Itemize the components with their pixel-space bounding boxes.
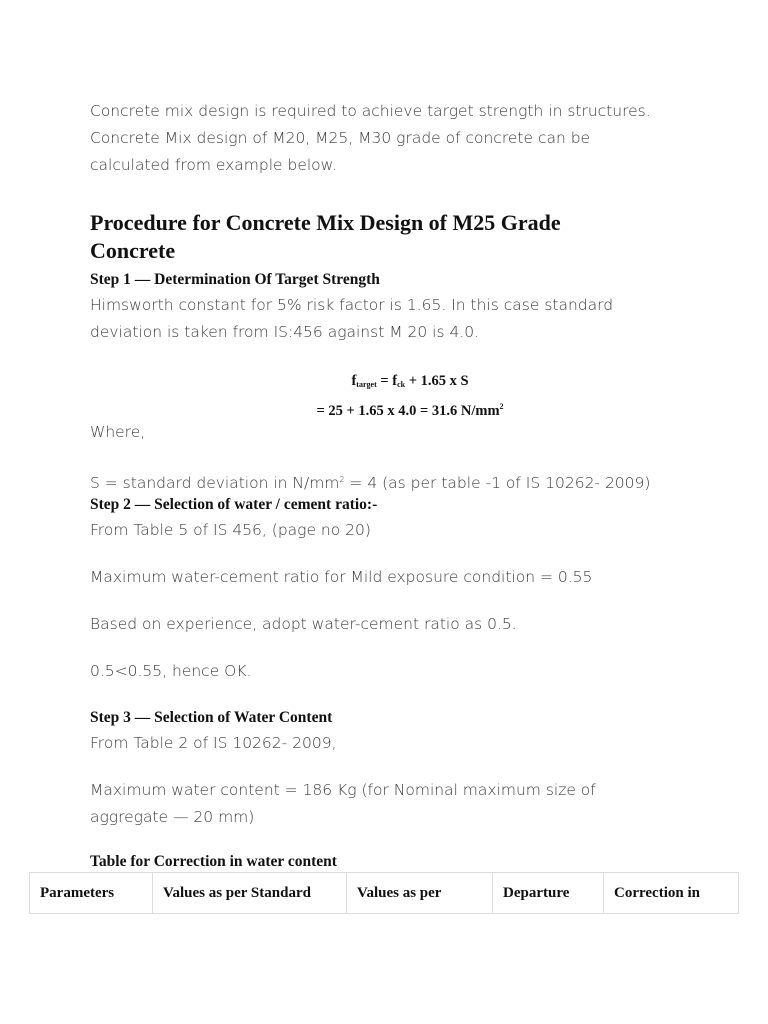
table-header-cell: Values as per Standard (153, 873, 347, 914)
table-header-cell: Parameters (30, 873, 153, 914)
step-3-paragraph-1: From Table 2 of IS 10262- 2009, (90, 734, 337, 752)
step-2-paragraph-4: 0.5<0.55, hence OK. (90, 662, 252, 680)
table-header-cell: Departure (493, 873, 604, 914)
calculation-text: = 25 + 1.65 x 4.0 = 31.6 N/mm (316, 403, 500, 419)
formula-sub-target: target (356, 380, 377, 389)
intro-line-1: Concrete mix design is required to achieve target strength in structures. (90, 102, 651, 120)
water-content-correction-table (29, 872, 739, 914)
step-3-paragraph-2-line-2: aggregate — 20 mm) (90, 808, 255, 826)
sd-sup: 2 (339, 475, 345, 484)
sd-post: = 4 (as per table -1 of IS 10262- 2009) (344, 474, 651, 492)
standard-deviation-definition (90, 466, 730, 497)
table-caption: Table for Correction in water content (90, 853, 337, 870)
step-1-text (90, 292, 730, 346)
step-2-heading: Step 2 — Selection of water / cement ratio:- (90, 496, 378, 513)
table-header-cell: Correction in (604, 873, 739, 914)
table-header-row (30, 873, 739, 914)
intro-paragraph (90, 98, 730, 179)
intro-line-3: calculated from example below. (90, 156, 337, 174)
intro-line-2: Concrete Mix design of M20, M25, M30 grade of concrete can be (90, 129, 591, 147)
target-strength-calculation (90, 397, 730, 421)
formula-sub-ck: ck (397, 380, 406, 389)
formula-eq: = f (376, 373, 398, 389)
calculation-sup: 2 (499, 402, 504, 411)
step-3-paragraph-2 (90, 777, 730, 831)
page-title-line-2: Concrete (90, 238, 176, 263)
page-title-line-1: Procedure for Concrete Mix Design of M25 Grade (90, 210, 561, 235)
step-3-heading: Step 3 — Selection of Water Content (90, 709, 333, 726)
step-1-text-line-2: deviation is taken from IS:456 against M 20 is 4.0. (90, 323, 480, 341)
step-1-heading: Step 1 — Determination Of Target Strength (90, 271, 380, 288)
step-3-paragraph-2-line-1: Maximum water content = 186 Kg (for Nominal maximum size of (90, 781, 596, 799)
sd-pre: S = standard deviation in N/mm (90, 474, 340, 492)
step-2-paragraph-1: From Table 5 of IS 456, (page no 20) (90, 521, 371, 539)
step-2-paragraph-2: Maximum water-cement ratio for Mild exposure condition = 0.55 (90, 568, 593, 586)
formula-rest: + 1.65 x S (405, 373, 469, 389)
step-2-paragraph-3: Based on experience, adopt water-cement ratio as 0.5. (90, 615, 517, 633)
target-strength-formula (90, 371, 730, 395)
table-header-cell: Values as per (347, 873, 493, 914)
formula-f: f (351, 373, 357, 389)
where-label: Where, (90, 423, 146, 441)
step-1-text-line-1: Himsworth constant for 5% risk factor is 1.65. In this case standard (90, 296, 614, 314)
page-title (90, 209, 730, 265)
